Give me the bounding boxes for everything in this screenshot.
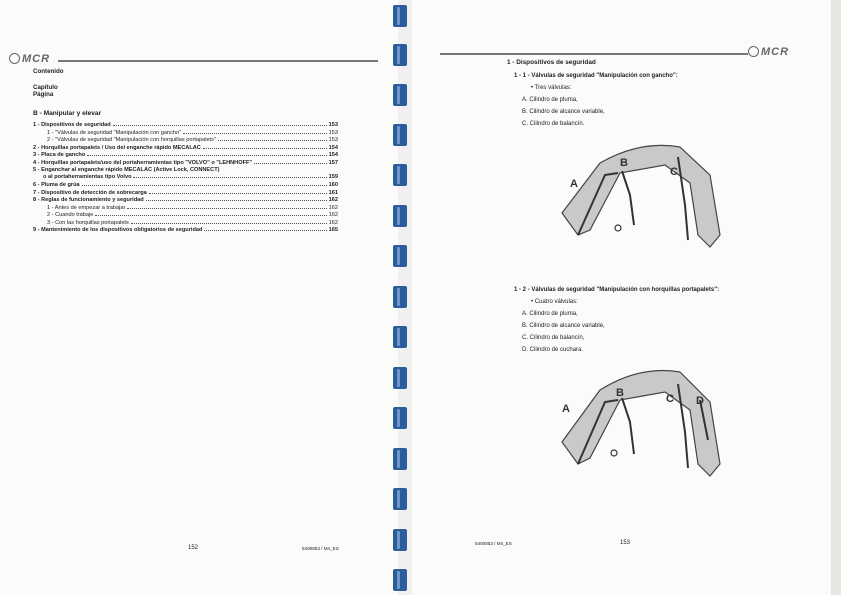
- sub2-title: 1 - 2 - Válvulas de seguridad "Manipulación con horquillas portapalets":: [514, 287, 720, 293]
- right-header-rule: [440, 53, 748, 55]
- toc-entry-text: 2 - Cuando trabaje: [47, 212, 94, 218]
- chapter-label: Capítulo: [33, 84, 58, 91]
- toc-entry-text: 7 - Dispositivo de detección de sobrecarga: [33, 189, 147, 196]
- toc-leader-dots: [183, 133, 327, 134]
- brand-logo: [9, 53, 50, 65]
- sub2-item-a: A. Cilindro de pluma,: [522, 311, 578, 317]
- binding-ring: [393, 84, 407, 106]
- toc-entry-text: 3 - Placa de gancho: [33, 152, 86, 158]
- right-brand-logo: [748, 46, 789, 58]
- binding-ring: [393, 529, 407, 551]
- toc-page-number: 153: [328, 129, 338, 136]
- binding-ring: [393, 488, 407, 510]
- pivot2-marker: [611, 450, 617, 456]
- toc-row: [33, 137, 338, 144]
- toc-entry-text: 3 - Con las horquillas portapalets: [47, 219, 129, 226]
- toc-leader-dots: [218, 140, 327, 141]
- toc-entry-text: 2 - Horquillas portapalets / Uso del enganche rápido MECALAC: [33, 144, 201, 151]
- toc-row: [33, 130, 338, 137]
- boom-cylinder-b: [622, 171, 634, 225]
- toc-row: [33, 122, 338, 129]
- toc-row: [33, 212, 338, 219]
- toc-row: [33, 205, 338, 212]
- toc-page-number: 159: [328, 174, 338, 180]
- toc-leader-dots: [133, 177, 326, 178]
- right-logo-circle-icon: [748, 46, 759, 57]
- toc-page-number: 162: [328, 204, 338, 211]
- toc-leader-dots: [149, 193, 327, 194]
- binding-ring: [393, 448, 407, 470]
- toc-page-number: 160: [328, 182, 338, 188]
- toc-page-number: 161: [328, 189, 338, 196]
- toc-leader-dots: [113, 125, 327, 126]
- boom2-cylinder-b: [622, 398, 634, 454]
- binding-ring: [393, 326, 407, 348]
- sub1-item-b: B. Cilindro de alcance variable,: [522, 109, 605, 115]
- sub1-title: 1 - 1 - Válvulas de seguridad "Manipulación con gancho":: [514, 73, 678, 79]
- logo-circle-icon: [9, 53, 20, 64]
- binding-ring: [393, 407, 407, 429]
- toc-row: [33, 145, 338, 152]
- toc-page-number: 162: [328, 197, 338, 203]
- toc-row: [33, 167, 338, 174]
- contents-heading: Contenido: [33, 68, 64, 75]
- toc-row: [33, 197, 338, 204]
- right-logo-text: MCR: [761, 46, 790, 58]
- toc-row: [33, 227, 338, 234]
- sub2-item-c: C. Cilindro de balancín,: [522, 335, 585, 341]
- toc-row: [33, 182, 338, 189]
- toc-leader-dots: [146, 200, 327, 201]
- right-doc-ref: 5400853 / M4_ES: [475, 541, 512, 546]
- toc-page-number: 157: [328, 159, 338, 166]
- logo-text: MCR: [22, 53, 51, 65]
- binding-ring: [393, 245, 407, 267]
- right-page: [412, 0, 831, 595]
- toc-entry-text: 8 - Reglas de funcionamiento y seguridad: [33, 197, 144, 203]
- binding-ring: [393, 569, 407, 591]
- label2-b: B: [616, 387, 624, 399]
- binding-ring: [393, 205, 407, 227]
- toc-entry-text: 4 - Horquillas portapalets/uso del portaherramientas tipo "VOLVO" o "LEHNHOFF": [33, 159, 253, 166]
- toc-entry-text: 1 - Dispositivos de seguridad: [33, 122, 111, 128]
- sub1-item-c: C. Cilindro de balancín.: [522, 121, 585, 127]
- label2-d: D: [696, 395, 704, 407]
- page-edge: [831, 0, 841, 595]
- sub2-item-b: B. Cilindro de alcance variable,: [522, 323, 605, 329]
- label2-c: C: [666, 393, 674, 405]
- toc-entry-text: 9 - Mantenimiento de los dispositivos obligatorios de seguridad: [33, 227, 203, 233]
- toc-page-number: 153: [328, 137, 338, 143]
- toc-leader-dots: [203, 148, 327, 149]
- left-doc-ref: 5400853 / M4_ES: [302, 546, 339, 551]
- toc-row: [33, 152, 338, 159]
- label-c: C: [670, 166, 678, 178]
- toc-page-number: 154: [328, 152, 338, 158]
- boom2-body: [562, 370, 720, 476]
- toc-leader-dots: [131, 223, 327, 224]
- toc-leader-dots: [127, 208, 326, 209]
- toc-page-number: 165: [328, 227, 338, 233]
- pivot-marker: [615, 225, 621, 231]
- label-a: A: [570, 178, 578, 190]
- toc-leader-dots: [204, 230, 326, 231]
- boom-figure-hook: [560, 135, 735, 260]
- toc-page-number: 162: [328, 212, 338, 218]
- right-page-number: 153: [620, 540, 631, 546]
- boom-body: [562, 145, 720, 247]
- toc-page-number: 153: [328, 122, 338, 128]
- toc-leader-dots: [254, 163, 327, 164]
- binding-ring: [393, 124, 407, 146]
- label-b: B: [620, 157, 628, 169]
- toc-entry-text: 6 - Pluma de grúa: [33, 182, 80, 188]
- left-page-number: 152: [188, 545, 199, 551]
- section-heading: 1 - Dispositivos de seguridad: [507, 59, 596, 66]
- boom-figure-forks: [560, 360, 735, 490]
- toc-page-number: 162: [328, 219, 338, 226]
- sub2-item-d: D. Cilindro de cuchara.: [522, 347, 584, 353]
- sub2-bullet: • Cuatro válvulas:: [531, 299, 578, 305]
- binding-ring: [393, 286, 407, 308]
- left-page: [0, 0, 398, 595]
- toc-leader-dots: [87, 155, 326, 156]
- toc-leader-dots: [95, 215, 326, 216]
- binding-ring: [393, 367, 407, 389]
- toc-row: [33, 160, 338, 167]
- toc-entry-text: 1 - Antes de empezar a trabajar: [47, 204, 126, 211]
- toc-entry-text: 2 - "Válvulas de seguridad "Manipulación con horquillas portapalets": [47, 137, 216, 143]
- toc-page-number: 154: [328, 144, 338, 151]
- toc-leader-dots: [82, 185, 327, 186]
- page-label: Página: [33, 91, 54, 98]
- sub1-bullet: • Tres válvulas:: [531, 85, 572, 91]
- toc-row: [33, 190, 338, 197]
- section-title: B - Manipular y elevar: [33, 110, 102, 117]
- sub1-item-a: A. Cilindro de pluma,: [522, 97, 578, 103]
- binding-ring: [393, 44, 407, 66]
- binding-ring: [393, 164, 407, 186]
- toc-entry-text: o al portaherramientas tipo Volvo: [43, 174, 132, 180]
- toc-entry-text: 1 - "Válvulas de seguridad "Manipulación con gancho": [47, 129, 182, 136]
- toc-entry-text: 5 - Enganchar al enganche rápido MECALAC (Active Lock, CONNECT): [33, 167, 220, 173]
- header-rule: [58, 60, 378, 62]
- binding-ring: [393, 5, 407, 27]
- label2-a: A: [562, 403, 570, 415]
- toc-row: [33, 220, 338, 227]
- toc-row: [33, 174, 338, 181]
